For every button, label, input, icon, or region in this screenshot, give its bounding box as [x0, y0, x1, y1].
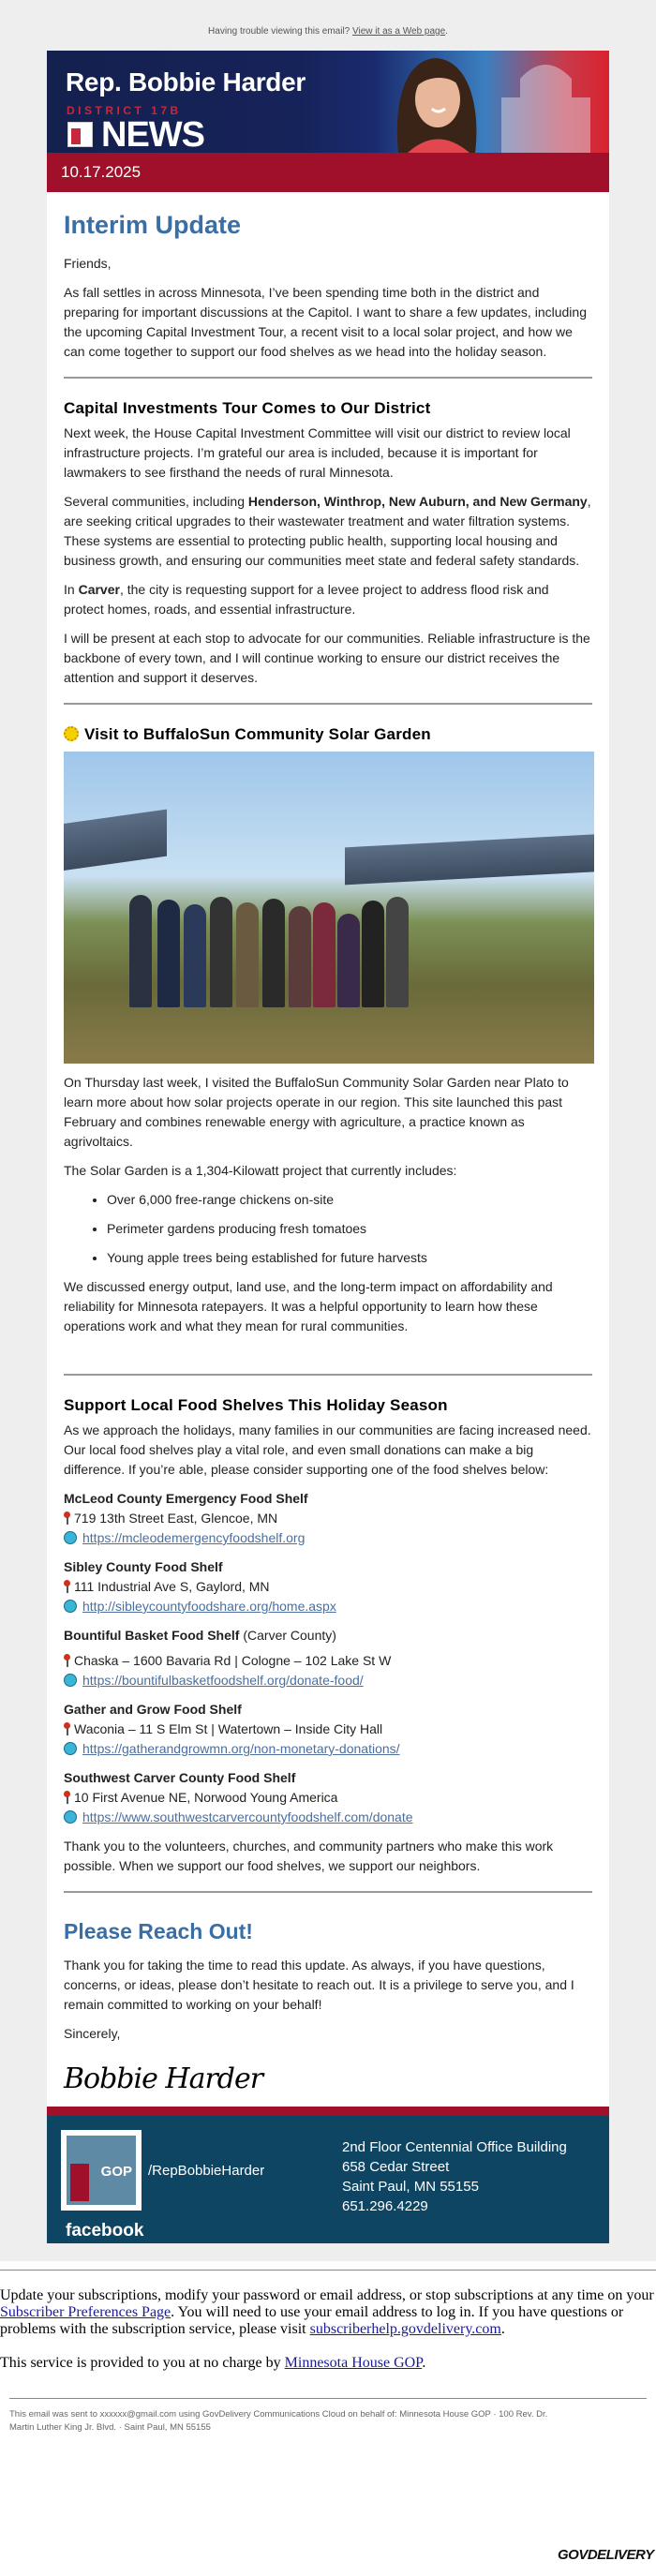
food-heading: Support Local Food Shelves This Holiday Season — [64, 1396, 448, 1414]
food-shelf-name: Sibley County Food Shelf — [64, 1559, 223, 1574]
food-shelf-item — [64, 1557, 592, 1616]
divider — [64, 1374, 592, 1376]
view-web-page-link[interactable]: View it as a Web page — [352, 26, 446, 37]
solar-bullets — [107, 1190, 592, 1268]
capital-p1: Next week, the House Capital Investment Committee will visit our district to review local infrastructure projects. I’m grateful our area is included, because it is important for lawmakers to see firsthand the needs of rural Minnesota. — [64, 425, 571, 480]
food-shelf-item — [64, 1489, 592, 1548]
food-shelf-name: Gather and Grow Food Shelf — [64, 1702, 242, 1717]
contact-footer — [47, 2116, 609, 2243]
food-p2: Thank you to the volunteers, churches, and community partners who make this work possible. When we support our food shelves, we support our neighbors. — [64, 1839, 554, 1873]
solar-p1: On Thursday last week, I visited the BuffaloSun Community Solar Garden near Plato to learn more about how solar projects operate in our region. This site launched this past February and combines renewable energy with agriculture, a practice known as agrivoltaics. — [64, 1075, 569, 1149]
globe-icon — [64, 1742, 77, 1755]
globe-icon — [64, 1674, 77, 1687]
capital-p3: In Carver, the city is requesting support for a levee project to address flood risk and protect homes, roads, and essential infrastructure. — [64, 582, 549, 617]
map-pin-icon — [64, 1580, 70, 1592]
preheader: Having trouble viewing this email? View it as a Web page. — [208, 26, 448, 37]
capitol-building-image — [483, 51, 609, 153]
reach-heading: Please Reach Out! — [64, 1919, 253, 1943]
mn-house-gop-logo-icon — [67, 122, 93, 147]
capital-p2: Several communities, including Henderson, Winthrop, New Auburn, and New Germany, are seeking critical upgrades to their wastewater treatment and water filtration systems. These systems are essential to protecting public health, supporting local housing and business growth, and ensuring our communities meet state and federal safety standards. — [64, 494, 591, 568]
sun-icon — [64, 726, 79, 741]
email-body — [47, 51, 609, 2243]
food-shelf-name: Bountiful Basket Food Shelf — [64, 1628, 240, 1643]
issue-date: 10.17.2025 — [47, 153, 609, 192]
food-shelf-name: Southwest Carver County Food Shelf — [64, 1770, 296, 1785]
solar-heading: Visit to BuffaloSun Community Solar Garden — [64, 725, 592, 744]
mn-house-gop-logo[interactable]: GOP — [61, 2130, 142, 2211]
food-shelf-link[interactable]: https://bountifulbasketfoodshelf.org/donate-food/ — [82, 1673, 364, 1688]
globe-icon — [64, 1810, 77, 1824]
food-shelf-item: Bountiful Basket Food Shelf (Carver County) Chaska – 1600 Bavaria Rd | Cologne – 102 Lake St W https://bountifulbasketfoodshelf.org/donate-food/ — [64, 1628, 392, 1688]
food-shelf-link[interactable]: http://sibleycountyfoodshare.org/home.aspx — [82, 1599, 336, 1614]
food-shelf-address: 719 13th Street East, Glencoe, MN — [74, 1511, 278, 1526]
globe-icon — [64, 1531, 77, 1544]
map-pin-icon — [64, 1791, 70, 1803]
govdelivery-logo: GOVDELIVERY — [558, 2547, 654, 2563]
subscriber-help-link[interactable]: subscriberhelp.govdelivery.com — [309, 2321, 501, 2337]
solar-garden-photo — [64, 752, 594, 1064]
banner-news: NEWS — [101, 115, 204, 153]
greeting: Friends, — [64, 256, 112, 271]
food-shelf-link[interactable]: https://www.southwestcarvercountyfoodshelf.com/donate — [82, 1809, 413, 1824]
capital-heading: Capital Investments Tour Comes to Our District — [64, 399, 431, 417]
facebook-link[interactable]: facebook — [66, 2221, 144, 2241]
banner-district: DISTRICT 17B — [67, 104, 182, 117]
map-pin-icon — [64, 1722, 70, 1735]
food-shelf-item — [64, 1700, 592, 1759]
minnesota-house-gop-link[interactable]: Minnesota House GOP — [284, 2355, 423, 2371]
food-shelf-address: Waconia – 11 S Elm St | Watertown – Inside City Hall — [74, 1721, 383, 1736]
food-shelf-address: Chaska – 1600 Bavaria Rd | Cologne – 102 Lake St W — [74, 1653, 392, 1668]
food-shelf-link[interactable]: https://mcleodemergencyfoodshelf.org — [82, 1530, 306, 1545]
food-shelf-address: 111 Industrial Ave S, Gaylord, MN — [74, 1579, 270, 1594]
solar-p3: We discussed energy output, land use, and the long-term impact on affordability and reliability for Minnesota ratepayers. It was a helpful opportunity to learn how these operations work and what they mean for rural communities. — [64, 1279, 553, 1333]
subscriber-preferences-link[interactable]: Subscriber Preferences Page — [0, 2304, 171, 2320]
solar-p2: The Solar Garden is a 1,304-Kilowatt project that currently includes: — [64, 1163, 457, 1178]
list-item: • Over 6,000 free-range chickens on-site — [107, 1190, 592, 1210]
signature: Bobbie Harder — [64, 2062, 263, 2095]
divider — [64, 1891, 592, 1893]
facebook-handle-link[interactable]: /RepBobbieHarder — [148, 2163, 265, 2179]
map-pin-icon — [64, 1511, 70, 1524]
footer-accent-bar — [47, 2107, 609, 2116]
list-item: • Perimeter gardens producing fresh tomatoes — [107, 1219, 592, 1239]
divider — [64, 703, 592, 705]
food-shelf-name: McLeod County Emergency Food Shelf — [64, 1491, 308, 1506]
food-shelf-item — [64, 1768, 592, 1827]
page-title: Interim Update — [64, 211, 242, 239]
capital-p4: I will be present at each stop to advocate for our communities. Reliable infrastructure is the backbone of every town, and I will continue working to ensure our district receives the attention and support it deserves. — [64, 631, 590, 685]
globe-icon — [64, 1600, 77, 1613]
food-shelf-address: 10 First Avenue NE, Norwood Young America — [74, 1790, 338, 1805]
reach-p1: Thank you for taking the time to read this update. As always, if you have questions, concerns, or ideas, please don’t hesitate to reach out. It is a privilege to serve you, and I remain committed to working on your behalf! — [64, 1958, 574, 2012]
subscription-info: Update your subscriptions, modify your password or email address, or stop subscriptions at any time on your Subscriber Preferences Page. You will need to use your email address to log in. If you have questions or problems with the subscription service, please visit subscriberhelp.govdelivery.com. This service is provided to you at no charge by Minnesota House GOP. — [0, 2287, 654, 2371]
representative-portrait — [370, 51, 501, 153]
office-address: 2nd Floor Centennial Office Building 658 Cedar Street Saint Paul, MN 55155 651.296.4229 — [342, 2139, 567, 2214]
intro-paragraph: As fall settles in across Minnesota, I’ve been spending time both in the district and preparing for important discussions at the Capitol. I want to share a few updates, including the upcoming Capital Investment Tour, a recent visit to a local solar project, and how we can come together to support our food shelves as we head into the holiday season. — [64, 285, 587, 359]
banner-name: Rep. Bobbie Harder — [66, 67, 306, 97]
newsletter-content — [47, 192, 609, 2107]
food-p1: As we approach the holidays, many families in our communities are facing increased need. Our local food shelves play a vital role, and even small donations can make a big difference. If you’re able, please consider supporting one of the food shelves below: — [64, 1422, 591, 1477]
header-banner — [47, 51, 609, 153]
map-pin-icon — [64, 1654, 70, 1666]
legal-footer: This email was sent to xxxxxx@gmail.com using GovDelivery Communications Cloud on behalf of: Minnesota House GOP · 100 Rev. Dr. Martin Luther King Jr. Blvd. · Saint Paul, MN 55155 — [9, 2409, 548, 2433]
list-item: • Young apple trees being established for future harvests — [107, 1248, 592, 1268]
closing: Sincerely, — [64, 2026, 121, 2041]
divider — [64, 377, 592, 379]
food-shelf-link[interactable]: https://gatherandgrowmn.org/non-monetary-donations/ — [82, 1741, 400, 1756]
